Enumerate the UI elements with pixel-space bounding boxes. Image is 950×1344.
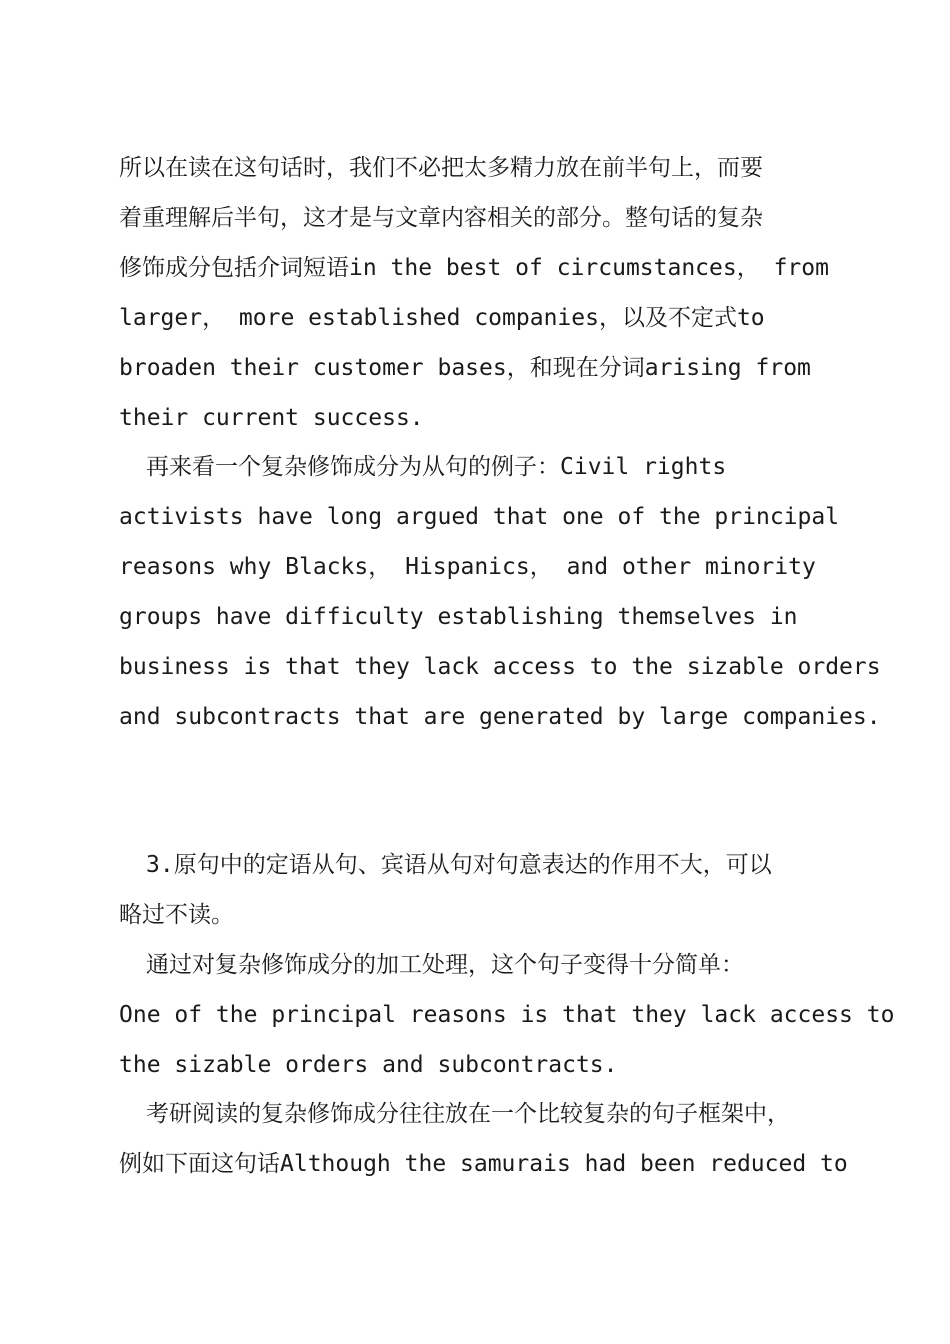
text-line: 修饰成分包括介词短语in the best of circumstances， from [119, 255, 829, 281]
text-line: 所以在读在这句话时，我们不必把太多精力放在前半句上，而要 [119, 155, 763, 181]
text-line: their current success. [119, 405, 424, 431]
text-line: One of the principal reasons is that they lack access to [119, 1002, 895, 1028]
text-line: and subcontracts that are generated by large companies. [119, 704, 881, 730]
text-line: 3.原句中的定语从句、宾语从句对句意表达的作用不大，可以 [146, 852, 772, 878]
text-line: reasons why Blacks， Hispanics， and other minority [119, 554, 816, 580]
text-line: 考研阅读的复杂修饰成分往往放在一个比较复杂的句子框架中， [146, 1101, 790, 1127]
text-line: 例如下面这句话Although the samurais had been reduced to [119, 1151, 848, 1177]
text-line: groups have difficulty establishing themselves in [119, 604, 798, 630]
text-line: 着重理解后半句，这才是与文章内容相关的部分。整句话的复杂 [119, 205, 763, 231]
text-line: 再来看一个复杂修饰成分为从句的例子：Civil rights [146, 454, 727, 480]
text-line: 略过不读。 [119, 902, 234, 928]
text-line: activists have long argued that one of the principal [119, 504, 840, 530]
text-line: the sizable orders and subcontracts. [119, 1052, 618, 1078]
text-line: 通过对复杂修饰成分的加工处理，这个句子变得十分简单： [146, 952, 744, 978]
text-line: larger， more established companies，以及不定式to [119, 305, 765, 331]
text-line: business is that they lack access to the sizable orders [119, 654, 881, 680]
text-line: broaden their customer bases，和现在分词arising from [119, 355, 811, 381]
